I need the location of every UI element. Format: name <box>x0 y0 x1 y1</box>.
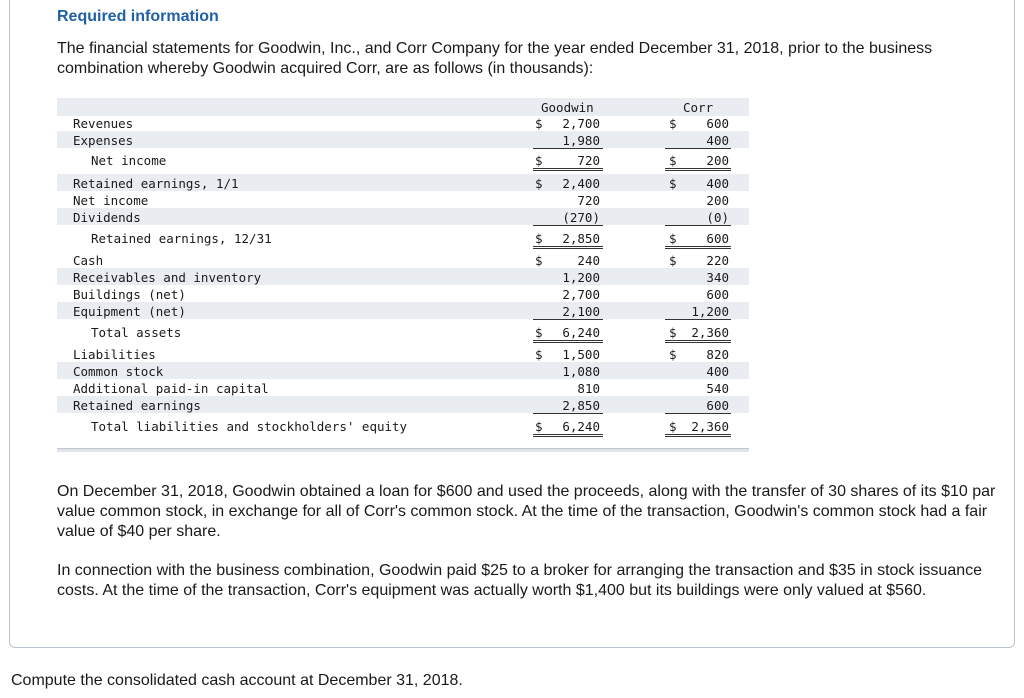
corr-value: 540 <box>706 381 729 396</box>
broker-paragraph: In connection with the business combination, Goodwin paid $25 to a broker for arranging the transaction and $35 in stock issuance costs. At the time of the transaction, Corr's equipment was actually worth $1,400 but its buildings were only valued at $560. <box>57 562 983 599</box>
corr-value: 200 <box>706 153 729 168</box>
goodwin-value: 6,240 <box>562 419 600 434</box>
row-label: Receivables and inventory <box>73 270 262 285</box>
row-label: Total assets <box>91 325 182 340</box>
row-shading <box>57 131 749 148</box>
goodwin-value: 1,980 <box>562 133 600 148</box>
column-header-band <box>57 98 749 116</box>
row-label: Equipment (net) <box>73 304 186 319</box>
corr-value: 2,360 <box>691 325 729 340</box>
corr-value: 400 <box>706 133 729 148</box>
financial-statements-table <box>57 98 749 454</box>
goodwin-value: 2,400 <box>562 176 600 191</box>
single-underline <box>533 225 603 226</box>
required-information-heading: Required information <box>57 8 219 25</box>
goodwin-value: (270) <box>562 210 600 225</box>
corr-value: (0) <box>706 210 729 225</box>
goodwin-dollar-sign: $ <box>535 347 543 362</box>
corr-dollar-sign: $ <box>669 419 677 434</box>
corr-value: 600 <box>706 116 729 131</box>
double-underline <box>665 340 731 343</box>
double-underline <box>665 168 731 171</box>
table-bottom-rule <box>57 448 749 452</box>
corr-value: 340 <box>706 270 729 285</box>
double-underline <box>665 434 731 437</box>
row-label: Buildings (net) <box>73 287 186 302</box>
row-label: Revenues <box>73 116 134 131</box>
corr-value: 2,360 <box>691 419 729 434</box>
loan-paragraph: On December 31, 2018, Goodwin obtained a loan for $600 and used the proceeds, along with the transfer of 30 shares of its $10 par value common stock, in exchange for all of Corr's common stock. At the time of the transaction, Goodwin's common stock had a fair value of $40 per share. <box>57 483 996 540</box>
corr-value: 820 <box>706 347 729 362</box>
double-underline <box>533 168 603 171</box>
row-label: Net income <box>73 193 149 208</box>
single-underline <box>665 225 731 226</box>
goodwin-dollar-sign: $ <box>535 116 543 131</box>
goodwin-value: 1,500 <box>562 347 600 362</box>
corr-value: 1,200 <box>691 304 729 319</box>
double-underline <box>665 246 731 249</box>
goodwin-value: 2,700 <box>562 287 600 302</box>
goodwin-value: 1,200 <box>562 270 600 285</box>
corr-value: 200 <box>706 193 729 208</box>
goodwin-value: 720 <box>577 193 600 208</box>
goodwin-value: 240 <box>577 253 600 268</box>
row-label: Retained earnings, 12/31 <box>91 231 272 246</box>
single-underline <box>533 148 603 149</box>
corr-dollar-sign: $ <box>669 231 677 246</box>
column-header-goodwin: Goodwin <box>541 100 594 115</box>
goodwin-dollar-sign: $ <box>535 325 543 340</box>
intro-text: The financial statements for Goodwin, Inc., and Corr Company for the year ended December 31, 2018, prior to the business combination whereby Goodwin acquired Corr, are as follows (in thousands): <box>57 40 933 77</box>
corr-value: 600 <box>706 231 729 246</box>
row-label: Dividends <box>73 210 141 225</box>
row-label: Retained earnings, 1/1 <box>73 176 239 191</box>
corr-value: 400 <box>706 364 729 379</box>
single-underline <box>665 413 731 414</box>
corr-dollar-sign: $ <box>669 253 677 268</box>
single-underline <box>665 319 731 320</box>
row-label: Common stock <box>73 364 164 379</box>
question-text: Compute the consolidated cash account at December 31, 2018. <box>11 672 463 689</box>
corr-dollar-sign: $ <box>669 176 677 191</box>
goodwin-dollar-sign: $ <box>535 153 543 168</box>
goodwin-value: 2,100 <box>562 304 600 319</box>
double-underline <box>533 434 603 437</box>
goodwin-value: 1,080 <box>562 364 600 379</box>
row-label: Additional paid-in capital <box>73 381 269 396</box>
corr-dollar-sign: $ <box>669 116 677 131</box>
corr-dollar-sign: $ <box>669 153 677 168</box>
goodwin-value: 720 <box>577 153 600 168</box>
single-underline <box>533 319 603 320</box>
row-label: Expenses <box>73 133 134 148</box>
goodwin-value: 2,850 <box>562 398 600 413</box>
corr-dollar-sign: $ <box>669 347 677 362</box>
corr-dollar-sign: $ <box>669 325 677 340</box>
single-underline <box>533 413 603 414</box>
goodwin-value: 810 <box>577 381 600 396</box>
row-label: Cash <box>73 253 104 268</box>
row-label: Liabilities <box>73 347 156 362</box>
row-label: Total liabilities and stockholders' equity <box>91 419 408 434</box>
goodwin-dollar-sign: $ <box>535 176 543 191</box>
double-underline <box>533 246 603 249</box>
corr-value: 220 <box>706 253 729 268</box>
single-underline <box>665 148 731 149</box>
corr-value: 600 <box>706 287 729 302</box>
goodwin-value: 2,700 <box>562 116 600 131</box>
goodwin-value: 6,240 <box>562 325 600 340</box>
goodwin-dollar-sign: $ <box>535 231 543 246</box>
corr-value: 600 <box>706 398 729 413</box>
goodwin-dollar-sign: $ <box>535 253 543 268</box>
row-label: Retained earnings <box>73 398 201 413</box>
goodwin-value: 2,850 <box>562 231 600 246</box>
row-shading <box>57 208 749 225</box>
double-underline <box>533 340 603 343</box>
row-label: Net income <box>91 153 167 168</box>
column-header-corr: Corr <box>683 100 714 115</box>
corr-value: 400 <box>706 176 729 191</box>
goodwin-dollar-sign: $ <box>535 419 543 434</box>
